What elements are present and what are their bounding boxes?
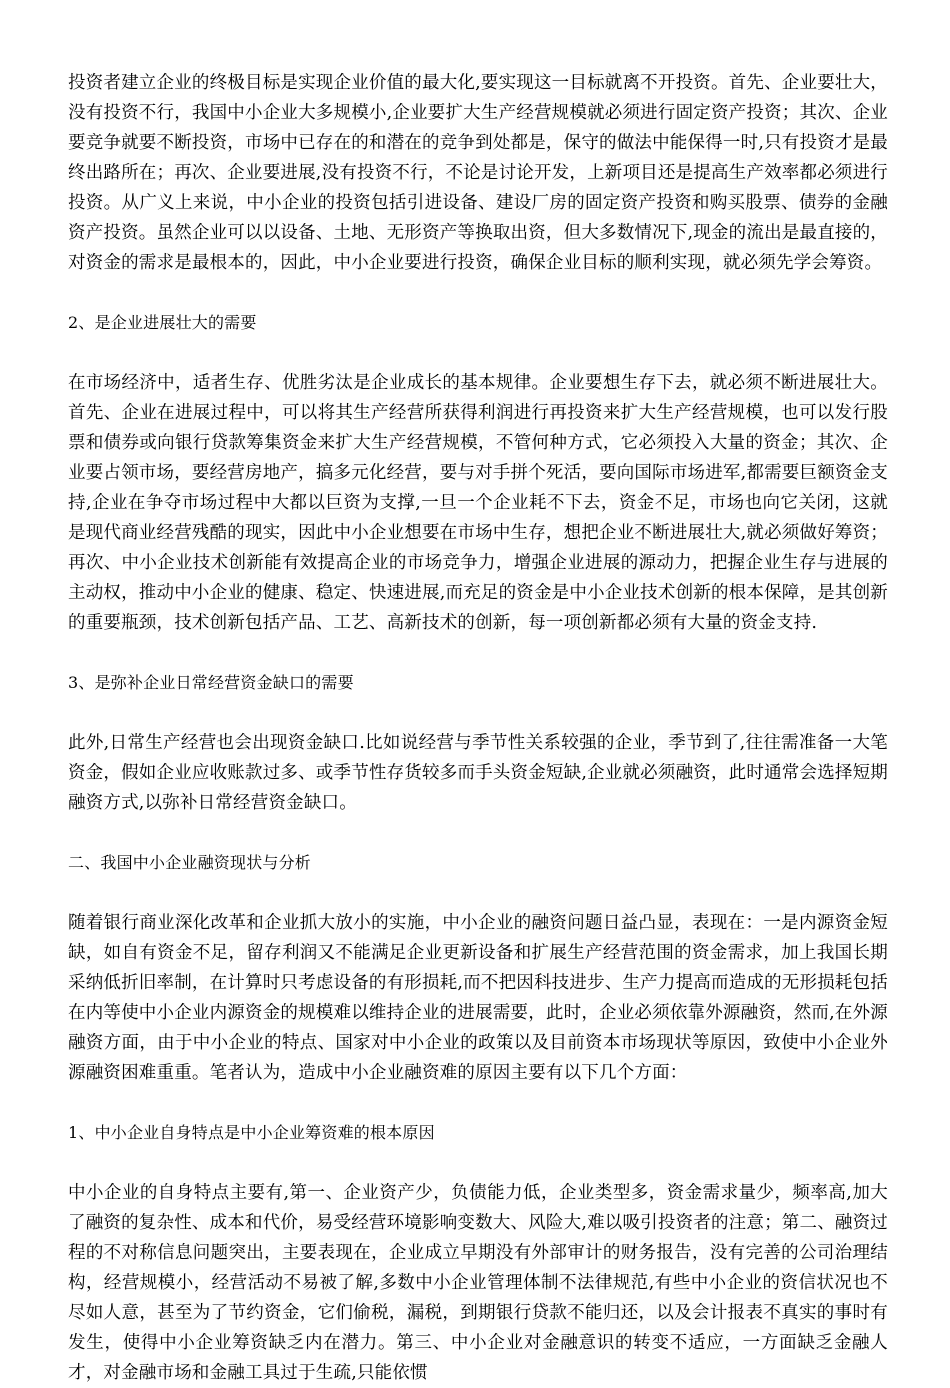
paragraph-investment-goal: 投资者建立企业的终极目标是实现企业价值的最大化,要实现这一目标就离不开投资。首先、企业要壮大，没有投资不行，我国中小企业大多规模小,企业要扩大生产经营规模就必须进行固定资产投资；其次、企业要竞争就要不断投资，市场中已存在的和潜在的竞争到处都是，保守的做法中能保得一时,只有投资才是最终出路所在；再次、企业要进展,没有投资不行，不论是讨论开发，上新项目还是提高生产效率都必须进行投资。从广义上来说，中小企业的投资包括引进设备、建设厂房的固定资产投资和购买股票、债券的金融资产投资。虽然企业可以以设备、土地、无形资产等换取出资，但大多数情况下,现金的流出是最直接的，对资金的需求是最根本的，因此，中小企业要进行投资，确保企业目标的顺利实现，就必须先学会筹资。 — [68, 73, 888, 273]
paragraph-gap — [68, 1088, 888, 1118]
paragraph-gap — [68, 1148, 888, 1178]
paragraph-gap — [68, 698, 888, 728]
paragraph-root-cause: 中小企业的自身特点主要有,第一、企业资产少，负债能力低，企业类型多，资金需求量少，频率高,加大了融资的复杂性、成本和代价，易受经营环境影响变数大、风险大,难以吸引投资者的注意；第二、融资过程的不对称信息问题突出，主要表现在，企业成立早期没有外部审计的财务报告，没有完善的公司治理结构，经营规模小，经营活动不易被了解,多数中小企业管理体制不法律规范,有些中小企业的资信状况也不尽如人意，甚至为了节约资金，它们偷税，漏税，到期银行贷款不能归还，以及会计报表不真实的事时有发生，使得中小企业筹资缺乏内在潜力。第三、中小企业对金融意识的转变不适应，一方面缺乏金融人才，对金融市场和金融工具过于生疏,只能依惯 — [68, 1183, 888, 1383]
paragraph-working-capital: 此外,日常生产经营也会出现资金缺口.比如说经营与季节性关系较强的企业，季节到了,往往需准备一大笔资金，假如企业应收账款过多、或季节性存货较多而手头资金短缺,企业就必须融资，此时通常会选择短期融资方式,以弥补日常经营资金缺口。 — [68, 733, 888, 813]
paragraph-gap — [68, 638, 888, 668]
document-page — [68, 68, 888, 1388]
section-heading-root-cause: 1、中小企业自身特点是中小企业筹资难的根本原因 — [68, 1123, 435, 1142]
paragraph-gap — [68, 278, 888, 308]
paragraph-growth: 在市场经济中，适者生存、优胜劣汰是企业成长的基本规律。企业要想生存下去，就必须不断进展壮大。首先、企业在进展过程中，可以将其生产经营所获得利润进行再投资来扩大生产经营规模，也可以发行股票和债券或向银行贷款筹集资金来扩大生产经营规模，不管何种方式，它必须投入大量的资金；其次、企业要占领市场，要经营房地产，搞多元化经营，要与对手拼个死活，要向国际市场进军,都需要巨额资金支持,企业在争夺市场过程中大都以巨资为支撑,一旦一个企业耗不下去，资金不足，市场也向它关闭，这就是现代商业经营残酷的现实，因此中小企业想要在市场中生存，想把企业不断进展壮大,就必须做好筹资；再次、中小企业技术创新能有效提高企业的市场竞争力，增强企业进展的源动力，把握企业生存与进展的主动权，推动中小企业的健康、稳定、快速进展,而充足的资金是中小企业技术创新的根本保障，是其创新的重要瓶颈，技术创新包括产品、工艺、高新技术的创新，每一项创新都必须有大量的资金支持. — [68, 373, 888, 633]
paragraph-financing-status: 随着银行商业深化改革和企业抓大放小的实施，中小企业的融资问题日益凸显，表现在：一是内源资金短缺，如自有资金不足，留存利润又不能满足企业更新设备和扩展生产经营范围的资金需求，加上我国长期采纳低折旧率制，在计算时只考虑设备的有形损耗,而不把因科技进步、生产力提高而造成的无形损耗包括在内等使中小企业内源资金的规模难以维持企业的进展需要，此时，企业必须依靠外源融资，然而,在外源融资方面，由于中小企业的特点、国家对中小企业的政策以及目前资本市场现状等原因，致使中小企业外源融资困难重重。笔者认为，造成中小企业融资难的原因主要有以下几个方面： — [68, 913, 888, 1083]
section-heading-financing-status: 二、我国中小企业融资现状与分析 — [68, 853, 312, 872]
paragraph-gap — [68, 338, 888, 368]
section-heading-growth: 2、是企业进展壮大的需要 — [68, 313, 257, 332]
paragraph-gap — [68, 818, 888, 848]
section-heading-working-capital: 3、是弥补企业日常经营资金缺口的需要 — [68, 673, 354, 692]
paragraph-gap — [68, 878, 888, 908]
